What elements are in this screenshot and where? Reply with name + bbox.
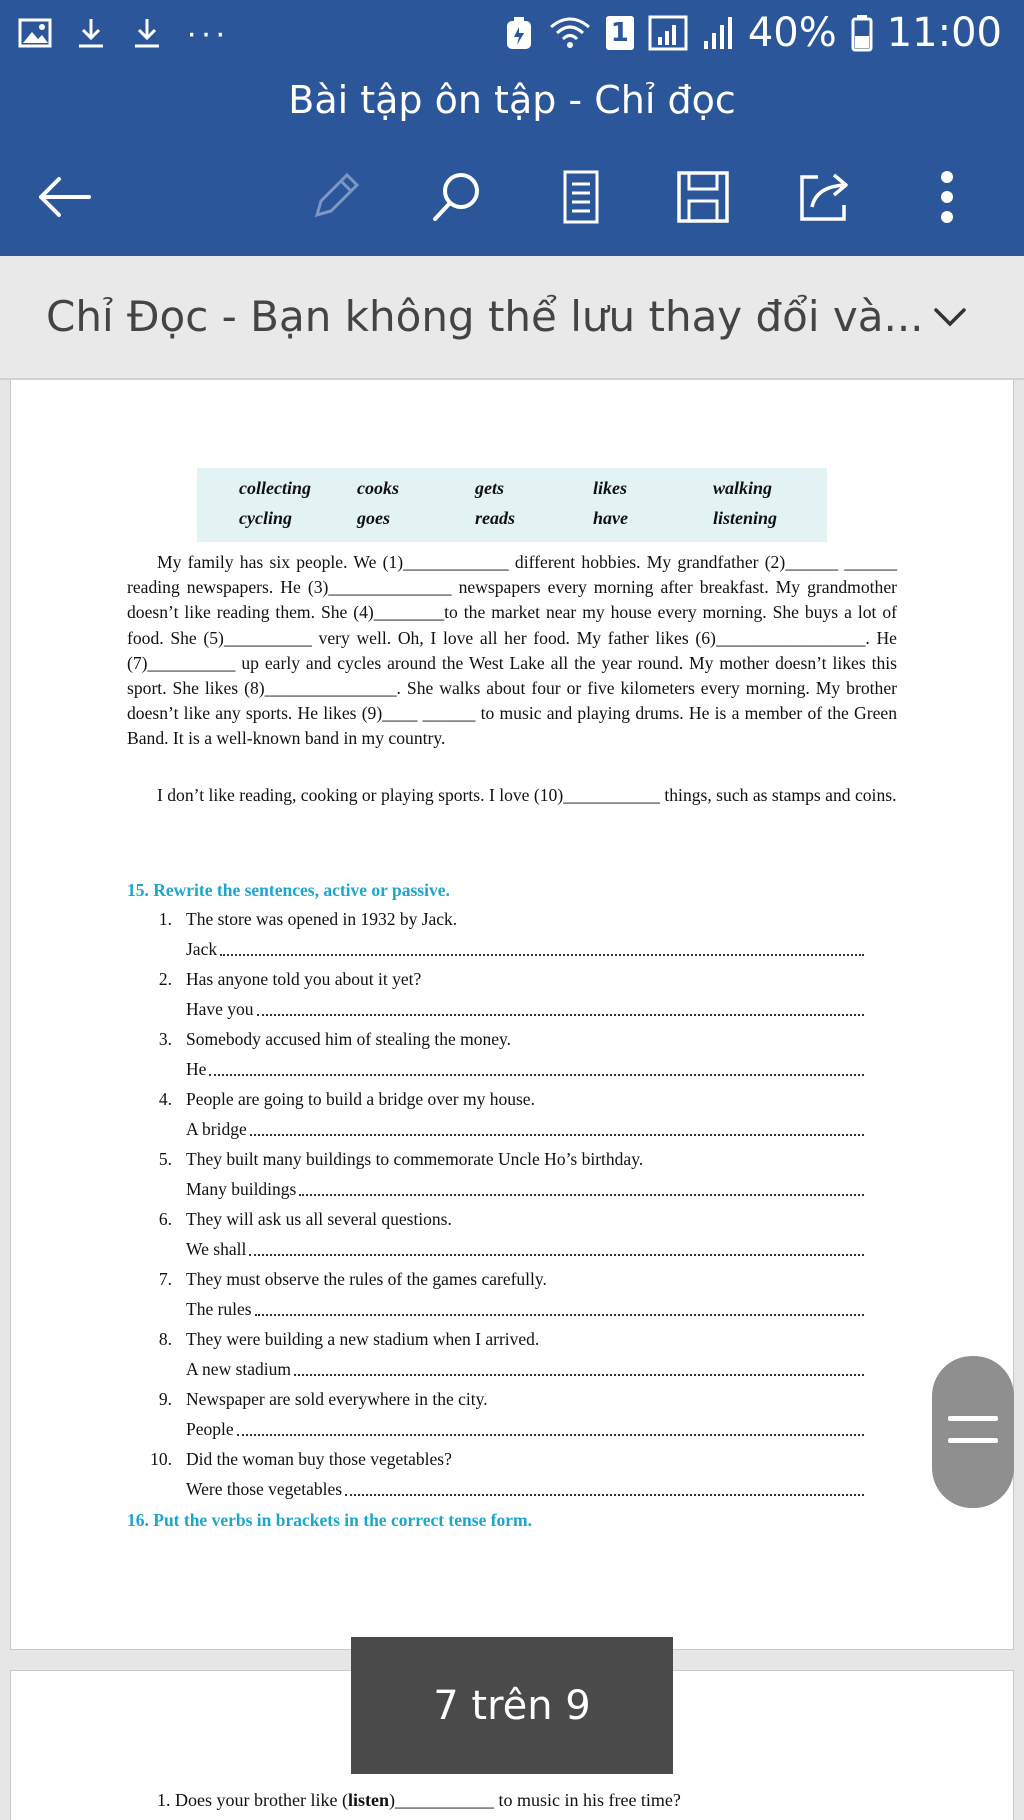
word-option: cycling xyxy=(239,508,292,528)
exercise-number: 4. xyxy=(158,1089,172,1109)
section-15-title: 15. Rewrite the sentences, active or passive. xyxy=(127,880,450,900)
answer-blank xyxy=(237,1419,864,1436)
exercise-number: 5. xyxy=(158,1149,172,1169)
signal-icon xyxy=(648,15,688,51)
word-option: reads xyxy=(475,508,515,528)
save-button[interactable] xyxy=(668,162,738,232)
read-only-banner[interactable] xyxy=(0,256,1024,380)
answer-prompt: A bridge xyxy=(186,1119,247,1139)
signal-icon-2 xyxy=(702,15,734,51)
exercise-item xyxy=(140,1087,880,1147)
battery-saver-icon xyxy=(504,15,534,51)
exercise-item xyxy=(140,1447,880,1507)
more-options-button[interactable] xyxy=(912,162,982,232)
answer-blank xyxy=(257,999,864,1016)
exercise-number: 10. xyxy=(150,1449,172,1469)
exercise-item xyxy=(140,967,880,1027)
exercise-list xyxy=(140,907,880,1507)
answer-blank xyxy=(250,1119,864,1136)
answer-prompt: Jack xyxy=(186,939,218,959)
answer-prompt: We shall xyxy=(186,1239,247,1259)
answer-blank xyxy=(294,1359,864,1376)
more-notifications-icon: ··· xyxy=(186,14,229,52)
exercise-number: 2. xyxy=(158,969,172,989)
page-indicator: 7 trên 9 xyxy=(351,1637,673,1774)
exercise-question: Newspaper are sold everywhere in the city. xyxy=(186,1389,488,1409)
answer-blank xyxy=(249,1239,864,1256)
exercise-item xyxy=(140,1027,880,1087)
exercise-item xyxy=(140,1207,880,1267)
more-icon xyxy=(937,169,957,225)
answer-prompt: Have you xyxy=(186,999,254,1019)
answer-blank xyxy=(255,1299,864,1316)
exercise-question: People are going to build a bridge over my house. xyxy=(186,1089,535,1109)
exercise-number: 6. xyxy=(158,1209,172,1229)
exercise-answer-line[interactable] xyxy=(186,1419,864,1440)
exercise-answer-line[interactable] xyxy=(186,1299,864,1320)
word-option: collecting xyxy=(239,478,311,498)
cloze-paragraph-2: I don’t like reading, cooking or playing sports. I love (10)___________ things, such as stamps and coins. xyxy=(157,785,897,805)
exercise-question: Has anyone told you about it yet? xyxy=(186,969,422,989)
search-button[interactable] xyxy=(422,162,492,232)
battery-percent: 40% xyxy=(747,10,837,56)
answer-blank xyxy=(345,1479,864,1496)
answer-blank xyxy=(299,1179,864,1196)
exercise-answer-line[interactable] xyxy=(186,1179,864,1200)
exercise-question: They were building a new stadium when I arrived. xyxy=(186,1329,540,1349)
chevron-down-icon[interactable] xyxy=(928,296,972,340)
answer-blank xyxy=(209,1059,864,1076)
exercise-question: The store was opened in 1932 by Jack. xyxy=(186,909,458,929)
exercise-question: They must observe the rules of the games carefully. xyxy=(186,1269,547,1289)
sim-slot-badge: 1 xyxy=(606,16,634,50)
word-option: cooks xyxy=(357,478,399,498)
exercise-number: 9. xyxy=(158,1389,172,1409)
battery-icon xyxy=(851,14,873,52)
edit-button[interactable] xyxy=(300,162,370,232)
exercise-question: Did the woman buy those vegetables? xyxy=(186,1449,452,1469)
word-option: likes xyxy=(593,478,627,498)
exercise-answer-line[interactable] xyxy=(186,1239,864,1260)
word-option: goes xyxy=(357,508,390,528)
back-icon xyxy=(37,173,93,221)
reading-view-icon xyxy=(559,168,603,226)
reading-view-button[interactable] xyxy=(546,162,616,232)
exercise-question: They built many buildings to commemorate Uncle Ho’s birthday. xyxy=(186,1149,644,1169)
wifi-icon xyxy=(548,15,592,51)
question-text-start: Does your brother like ( xyxy=(175,1790,348,1810)
answer-blank xyxy=(220,939,864,956)
exercise-question: They will ask us all several questions. xyxy=(186,1209,452,1229)
exercise-answer-line[interactable] xyxy=(186,939,864,960)
exercise-answer-line[interactable] xyxy=(186,999,864,1020)
page2-question-1 xyxy=(157,1790,681,1811)
exercise-answer-line[interactable] xyxy=(186,1119,864,1140)
cloze-paragraph-1: My family has six people. We (1)____________ different hobbies. My grandfather (2)______ ______ reading newspapers. He (3)______________ newspapers every morning after breakfast. My grandmother doesn’t like reading them. She (4)________to the market near my house every morning. She buys a lot of food. She (5)__________ very well. Oh, I love all her food. My father likes (6)_________________. He (7)__________ up early and cycles around the West Lake all the year round. My mother doesn’t likes this sport. She likes (8)_______________. She walks about four or five kilometers every morning. My brother doesn’t like any sports. He likes (9)____ ______ to music and playing drums. He is a member of the Green Band. It is a well-known band in my country. xyxy=(127,552,897,749)
answer-prompt: A new stadium xyxy=(186,1359,291,1379)
word-box xyxy=(197,468,827,542)
answer-prompt: Were those vegetables xyxy=(186,1479,343,1499)
scroll-handle[interactable] xyxy=(932,1356,1014,1508)
save-icon xyxy=(675,169,731,225)
exercise-item xyxy=(140,1387,880,1447)
status-bar xyxy=(0,0,1024,74)
word-option: walking xyxy=(713,478,773,498)
exercise-answer-line[interactable] xyxy=(186,1479,864,1500)
question-number: 1. xyxy=(157,1790,171,1810)
verb-in-brackets: listen xyxy=(347,1790,389,1810)
app-bar xyxy=(0,74,1024,256)
share-icon xyxy=(796,169,854,225)
exercise-number: 3. xyxy=(158,1029,172,1049)
exercise-number: 7. xyxy=(158,1269,172,1289)
document-title: Bài tập ôn tập - Chỉ đọc xyxy=(288,78,736,122)
question-text-end: )___________ to music in his free time? xyxy=(388,1790,681,1810)
exercise-item xyxy=(140,1147,880,1207)
exercise-number: 8. xyxy=(158,1329,172,1349)
exercise-answer-line[interactable] xyxy=(186,1059,864,1080)
edit-icon xyxy=(307,169,363,225)
exercise-item xyxy=(140,1267,880,1327)
exercise-item xyxy=(140,907,880,967)
toolbar xyxy=(0,154,1024,234)
download-icon xyxy=(74,16,108,50)
exercise-question: Somebody accused him of stealing the money. xyxy=(186,1029,511,1049)
back-button[interactable] xyxy=(30,162,100,232)
exercise-number: 1. xyxy=(158,909,172,929)
download-icon xyxy=(130,16,164,50)
search-icon xyxy=(429,169,485,225)
section-16-title: 16. Put the verbs in brackets in the correct tense form. xyxy=(127,1510,533,1530)
word-option: have xyxy=(593,508,628,528)
answer-prompt: People xyxy=(186,1419,234,1439)
answer-prompt: He xyxy=(186,1059,207,1079)
banner-message: Chỉ Đọc - Bạn không thể lưu thay đổi và... xyxy=(46,292,924,341)
answer-prompt: Many buildings xyxy=(186,1179,297,1199)
answer-prompt: The rules xyxy=(186,1299,252,1319)
clock: 11:00 xyxy=(886,10,1002,56)
share-button[interactable] xyxy=(790,162,860,232)
exercise-answer-line[interactable] xyxy=(186,1359,864,1380)
exercise-item xyxy=(140,1327,880,1387)
word-option: listening xyxy=(713,508,778,528)
word-option: gets xyxy=(475,478,504,498)
gallery-icon xyxy=(18,16,52,50)
